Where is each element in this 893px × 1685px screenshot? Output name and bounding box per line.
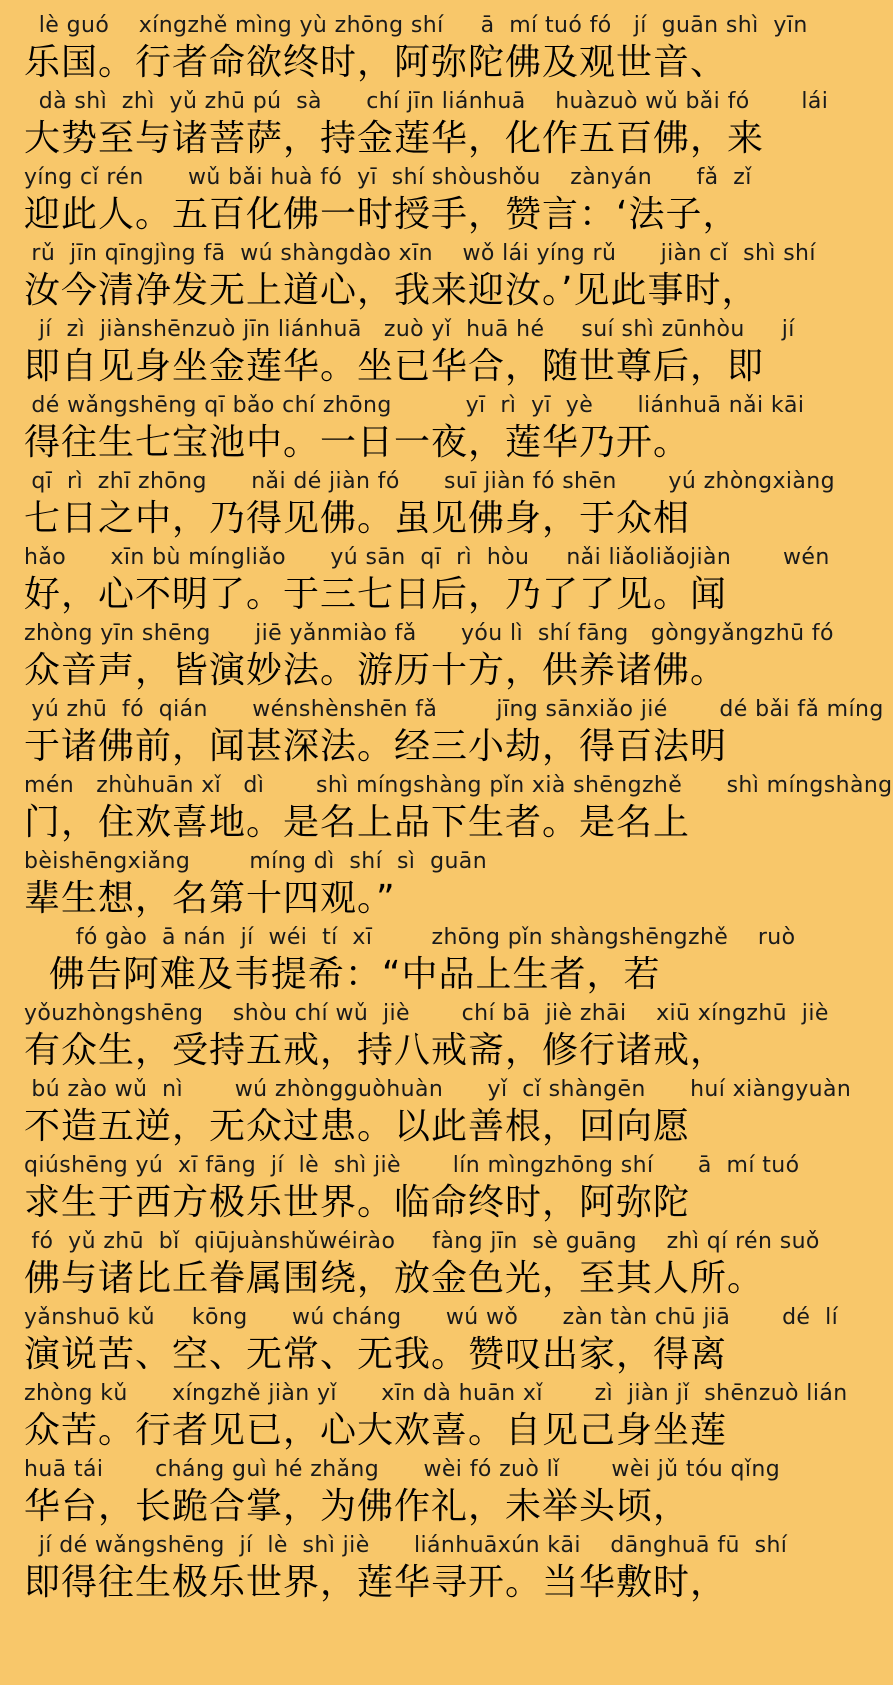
hanzi-text: 门，住欢喜地。是名上品下生者。是名上 — [24, 802, 691, 843]
hanzi-text: 众苦。行者见已，心大欢喜。自见己身坐莲 — [24, 1410, 728, 1451]
text-line — [24, 1152, 800, 1228]
hanzi-text: 即得往生极乐世界，莲华寻开。当华敷时， — [24, 1562, 728, 1603]
pinyin-annotation: jí dé wǎngshēng jí lè shì jiè liánhuāxún kāi dānghuā fū shí — [24, 1533, 788, 1558]
pinyin-annotation: mén zhùhuān xǐ dì shì míngshàng pǐn xià shēngzhě shì míngshàng — [24, 773, 893, 798]
hanzi-text: 求生于西方极乐世界。临命终时，阿弥陀 — [24, 1182, 691, 1223]
text-line — [24, 1532, 788, 1608]
pinyin-annotation: dà shì zhì yǔ zhū pú sà chí jīn liánhuā huàzuò wǔ bǎi fó lái — [24, 89, 829, 114]
hanzi-text: 佛与诸比丘眷属围绕，放金色光，至其人所。 — [24, 1258, 765, 1299]
hanzi-text: 众音声，皆演妙法。游历十方，供养诸佛。 — [24, 650, 728, 691]
pinyin-annotation: yǒuzhòngshēng shòu chí wǔ jiè chí bā jiè zhāi xiū xíngzhū jiè — [24, 1001, 829, 1026]
hanzi-text: 汝今清净发无上道心，我来迎汝。’见此事时， — [24, 270, 759, 311]
text-line — [24, 772, 893, 848]
hanzi-text: 有众生，受持五戒，持八戒斋，修行诸戒， — [24, 1030, 728, 1071]
hanzi-text: 华台，长跪合掌，为佛作礼，未举头顷， — [24, 1486, 691, 1527]
pinyin-annotation: hǎo xīn bù míngliǎo yú sān qī rì hòu nǎi liǎoliǎojiàn wén — [24, 545, 830, 570]
text-line — [24, 164, 776, 240]
pinyin-annotation: qiúshēng yú xī fāng jí lè shì jiè lín mìngzhōng shí ā mí tuó — [24, 1153, 800, 1178]
text-line — [24, 88, 829, 164]
text-line — [24, 316, 795, 392]
text-line — [24, 1000, 829, 1076]
text-line — [24, 1380, 848, 1456]
text-line — [24, 392, 805, 468]
pinyin-annotation: bèishēngxiǎng míng dì shí sì guān — [24, 849, 488, 874]
pinyin-annotation: fó yǔ zhū bǐ qiūjuànshǔwéirào fàng jīn sè guāng zhì qí rén suǒ — [24, 1229, 820, 1254]
pinyin-annotation: jí zì jiànshēnzuò jīn liánhuā zuò yǐ huā hé suí shì zūnhòu jí — [24, 317, 795, 342]
hanzi-text: 乐国。行者命欲终时，阿弥陀佛及观世音、 — [24, 42, 728, 83]
pinyin-annotation: zhòng yīn shēng jiē yǎnmiào fǎ yóu lì shí fāng gòngyǎngzhū fó — [24, 621, 834, 646]
pinyin-annotation: qī rì zhī zhōng nǎi dé jiàn fó suī jiàn fó shēn yú zhòngxiàng — [24, 469, 835, 494]
text-line — [24, 1076, 852, 1152]
hanzi-text: 得往生七宝池中。一日一夜，莲华乃开。 — [24, 422, 691, 463]
hanzi-text: 好，心不明了。于三七日后，乃了了见。闻 — [24, 574, 728, 615]
pinyin-annotation: fó gào ā nán jí wéi tí xī zhōng pǐn shàngshēngzhě ruò — [24, 925, 796, 950]
hanzi-text: 辈生想，名第十四观。” — [24, 878, 396, 919]
text-line — [24, 240, 816, 316]
pinyin-annotation: rǔ jīn qīngjìng fā wú shàngdào xīn wǒ lái yíng rǔ jiàn cǐ shì shí — [24, 241, 816, 266]
text-line — [24, 12, 808, 88]
text-line — [24, 1304, 839, 1380]
hanzi-text: 即自见身坐金莲华。坐已华合，随世尊后，即 — [24, 346, 765, 387]
hanzi-text: 于诸佛前，闻甚深法。经三小劫，得百法明 — [24, 726, 728, 767]
pinyin-annotation: zhòng kǔ xíngzhě jiàn yǐ xīn dà huān xǐ zì jiàn jǐ shēnzuò lián — [24, 1381, 848, 1406]
hanzi-text: 七日之中，乃得见佛。虽见佛身，于众相 — [24, 498, 691, 539]
pinyin-annotation: lè guó xíngzhě mìng yù zhōng shí ā mí tuó fó jí guān shì yīn — [24, 13, 808, 38]
hanzi-text: 佛告阿难及韦提希：“中品上生者，若 — [24, 954, 661, 995]
pinyin-annotation: dé wǎngshēng qī bǎo chí zhōng yī rì yī yè liánhuā nǎi kāi — [24, 393, 805, 418]
pinyin-annotation: huā tái cháng guì hé zhǎng wèi fó zuò lǐ wèi jǔ tóu qǐng — [24, 1457, 781, 1482]
text-line — [24, 544, 830, 620]
text-line — [24, 468, 835, 544]
hanzi-text: 迎此人。五百化佛一时授手，赞言：‘法子， — [24, 194, 740, 235]
pinyin-annotation: yú zhū fó qián wénshènshēn fǎ jīng sānxiǎo jié dé bǎi fǎ míng — [24, 697, 884, 722]
hanzi-text: 大势至与诸菩萨，持金莲华，化作五百佛，来 — [24, 118, 765, 159]
text-line — [24, 924, 796, 1000]
text-line — [24, 848, 776, 924]
hanzi-text: 演说苦、空、无常、无我。赞叹出家，得离 — [24, 1334, 728, 1375]
text-line — [24, 696, 884, 772]
text-line — [24, 1228, 820, 1304]
pinyin-annotation: yǎnshuō kǔ kōng wú cháng wú wǒ zàn tàn chū jiā dé lí — [24, 1305, 839, 1330]
text-line — [24, 620, 834, 696]
hanzi-text: 不造五逆，无众过患。以此善根，回向愿 — [24, 1106, 691, 1147]
pinyin-annotation: yíng cǐ rén wǔ bǎi huà fó yī shí shòushǒu zànyán fǎ zǐ — [24, 165, 752, 190]
text-line — [24, 1456, 781, 1532]
pinyin-annotation: bú zào wǔ nì wú zhòngguòhuàn yǐ cǐ shàngēn huí xiàngyuàn — [24, 1077, 852, 1102]
